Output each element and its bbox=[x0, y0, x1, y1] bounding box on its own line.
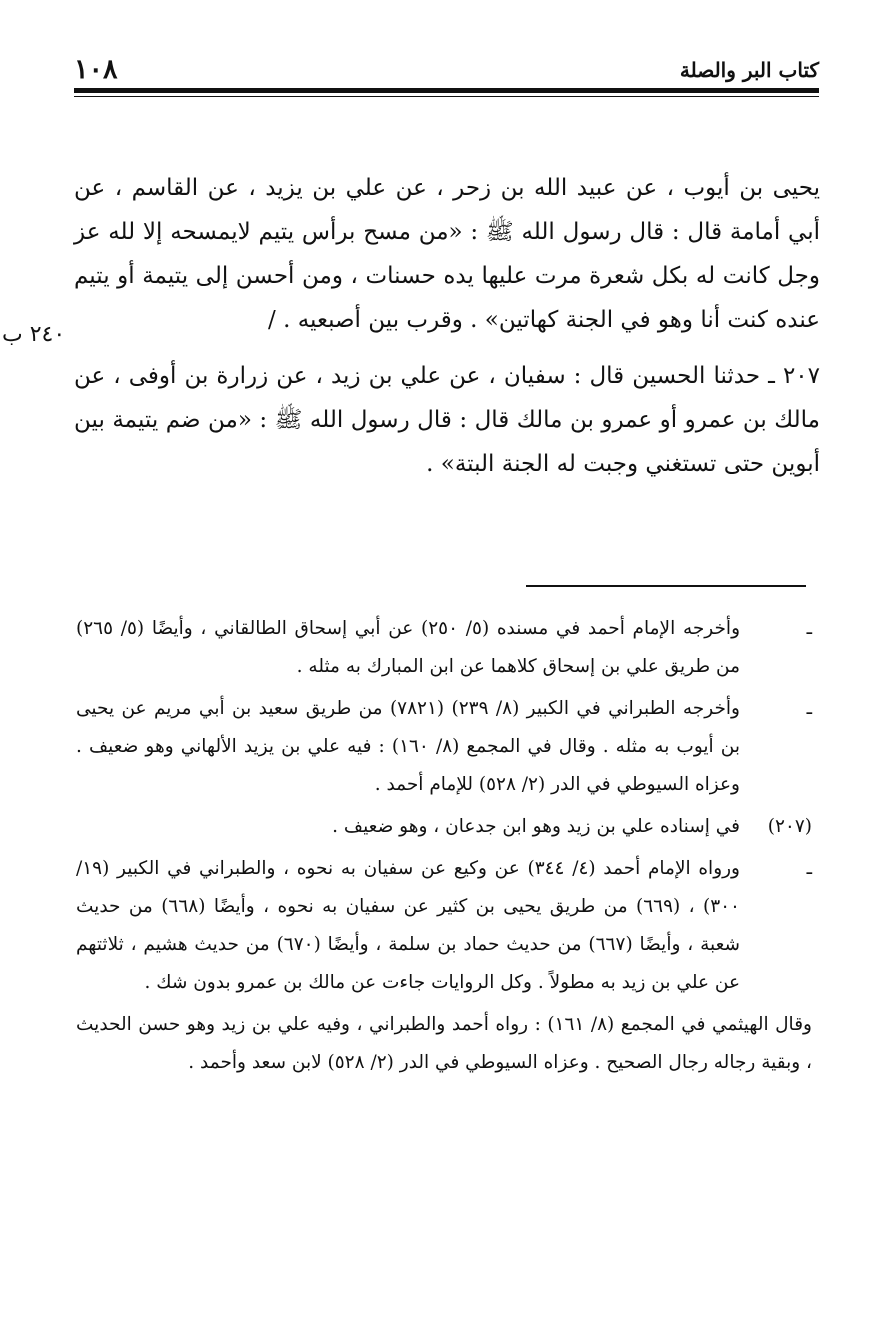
running-title: كتاب البر والصلة bbox=[679, 58, 819, 82]
main-text bbox=[74, 166, 820, 486]
footnote-item bbox=[76, 808, 812, 846]
footnote-text: ورواه الإمام أحمد (٤/ ٣٤٤) عن وكيع عن سفيان به نحوه ، والطبراني في الكبير (١٩/ ٣٠٠) ، (٦٦٩) من طريق يحيى بن كثير عن سفيان به نحوه ، وأيضًا (٦٦٨) من حديث شعبة ، وأيضًا (٦٦٧) من حديث حماد بن سلمة ، وأيضًا (٦٧٠) من حديث هشيم ، ثلاثتهم عن علي بن زيد به مطولاً . وكل الروايات جاءت عن مالك بن عمرو بدون شك . bbox=[76, 858, 740, 993]
margin-folio-note: ٢٤٠ ب bbox=[2, 322, 66, 347]
footnote-item bbox=[76, 850, 812, 1002]
footnote-marker: ـ bbox=[806, 858, 812, 879]
page-number: ١٠٨ bbox=[74, 54, 118, 85]
paragraph-hadith-207: ٢٠٧ ـ حدثنا الحسين قال : سفيان ، عن علي بن زيد ، عن زرارة بن أوفى ، عن مالك بن عمرو أو عمرو بن مالك قال : قال رسول الله ﷺ : «من ضم يتيمة بين أبوين حتى تستغني وجبت له الجنة البتة» . bbox=[74, 363, 820, 477]
header-rule-thin bbox=[74, 96, 819, 97]
footnote-item bbox=[76, 610, 812, 686]
footnote-text: وأخرجه الطبراني في الكبير (٨/ ٢٣٩) (٧٨٢١) من طريق سعيد بن أبي مريم عن يحيى بن أيوب به مثله . وقال في المجمع (٨/ ١٦٠) : فيه علي بن يزيد الألهاني وهو ضعيف . وعزاه السيوطي في الدر (٢/ ٥٢٨) للإمام أحمد . bbox=[76, 698, 740, 795]
footnote-text: وقال الهيثمي في المجمع (٨/ ١٦١) : رواه أحمد والطبراني ، وفيه علي بن زيد وهو حسن الحديث ، وبقية رجاله رجال الصحيح . وعزاه السيوطي في الدر (٢/ ٥٢٨) لابن سعد وأحمد . bbox=[76, 1014, 812, 1073]
paragraph-hadith-206: يحيى بن أيوب ، عن عبيد الله بن زحر ، عن علي بن يزيد ، عن القاسم ، عن أبي أمامة قال : قال رسول الله ﷺ : «من مسح برأس يتيم لايمسحه إلا لله عز وجل كانت له بكل شعرة مرت عليها يده حسنات ، ومن أحسن إلى يتيمة أو يتيم عنده كنت أنا وهو في الجنة كهاتين» . وقرب بين أصبعيه . / bbox=[74, 175, 820, 333]
footnote-text: في إسناده علي بن زيد وهو ابن جدعان ، وهو ضعيف . bbox=[332, 816, 740, 837]
footnote-marker: (٢٠٧) bbox=[767, 816, 812, 837]
footnote-separator bbox=[526, 585, 806, 587]
footnote-item bbox=[76, 1006, 812, 1082]
footnote-text: وأخرجه الإمام أحمد في مسنده (٥/ ٢٥٠) عن أبي إسحاق الطالقاني ، وأيضًا (٥/ ٢٦٥) من طريق علي بن إسحاق كلاهما عن ابن المبارك به مثله . bbox=[76, 618, 741, 677]
footnote-marker: ـ bbox=[806, 698, 812, 719]
page-header bbox=[74, 52, 819, 85]
footnotes bbox=[76, 610, 812, 1086]
header-rule-thick bbox=[74, 88, 819, 93]
footnote-marker: ـ bbox=[806, 618, 812, 639]
footnote-item bbox=[76, 690, 812, 804]
